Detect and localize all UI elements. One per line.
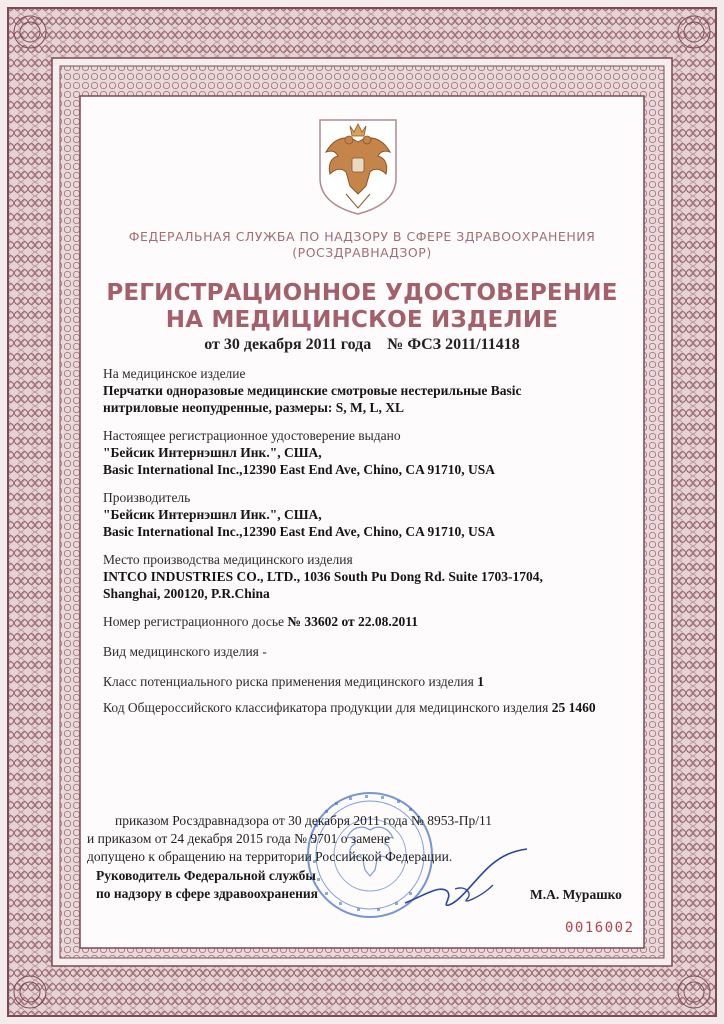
risk-class-row [103,674,484,690]
risk-class-value: 1 [477,674,484,689]
signatory-position-line1: Руководитель Федеральной службы [96,868,316,883]
manufacturer-line1: "Бейсик Интернэшнл Инк.", США, [103,507,322,522]
dossier-row [103,614,418,630]
agency-abbreviation: (РОСЗДРАВНАДЗОР) [292,245,432,260]
dossier-label: Номер регистрационного досье [103,614,285,629]
production-site-line2: Shanghai, 200120, P.R.China [103,586,270,601]
russian-coat-of-arms-icon [316,116,400,216]
issued-to-label: Настоящее регистрационное удостоверение выдано [103,428,401,443]
issue-date-prefix: от [204,336,220,353]
issue-number: ФСЗ 2011/11418 [407,336,520,353]
device-name-line1: Перчатки одноразовые медицинские смотровые нестерильные Basic [103,383,522,398]
manufacturer-label: Производитель [103,490,191,505]
order-line1: приказом Росздравнадзора от 30 декабря 2011 года № 8953-Пр/11 [115,813,493,828]
signatory-name: М.А. Мурашко [530,887,622,902]
issued-to-line1: "Бейсик Интернэшнл Инк.", США, [103,445,322,460]
device-label: На медицинское изделие [103,366,246,381]
issued-to-line2: Basic International Inc.,12390 East End Ave, Chino, CA 91710, USA [103,462,496,477]
agency-name: ФЕДЕРАЛЬНАЯ СЛУЖБА ПО НАДЗОРУ В СФЕРЕ ЗДРАВООХРАНЕНИЯ [128,229,596,244]
issue-date: 30 декабря 2011 года [223,336,372,353]
device-kind-label: Вид медицинского изделия - [103,644,267,659]
device-name-line2: нитриловые неопудренные, размеры: S, M, L, XL [103,400,405,415]
production-site-line1: INTCO INDUSTRIES CO., LTD., 1036 South Pu Dong Rd. Suite 1703-1704, [103,569,543,584]
handwritten-signature [395,845,545,915]
signatory-position-line2: по надзору в сфере здравоохранения [96,886,318,901]
issue-number-sign: № [387,336,404,353]
certificate-title: РЕГИСТРАЦИОННОЕ УДОСТОВЕРЕНИЕ [106,280,618,306]
issue-line [84,336,640,354]
production-site-label: Место производства медицинского изделия [103,552,353,567]
okp-value: 25 1460 [551,700,596,715]
manufacturer-line2: Basic International Inc.,12390 East End Ave, Chino, CA 91710, USA [103,524,496,539]
form-serial-number: 0016002 [565,920,635,936]
order-line3: допущено к обращению на территории Российской Федерации. [87,849,453,864]
certificate-subtitle: НА МЕДИЦИНСКОЕ ИЗДЕЛИЕ [165,307,559,333]
okp-row [103,700,596,716]
okp-label: Код Общероссийского классификатора продукции для медицинского изделия [103,700,549,715]
order-line2: и приказом от 24 декабря 2015 года № 9701 о замене [87,831,390,846]
dossier-value: № 33602 от 22.08.2011 [287,614,419,629]
risk-class-label: Класс потенциального риска применения медицинского изделия [103,674,474,689]
